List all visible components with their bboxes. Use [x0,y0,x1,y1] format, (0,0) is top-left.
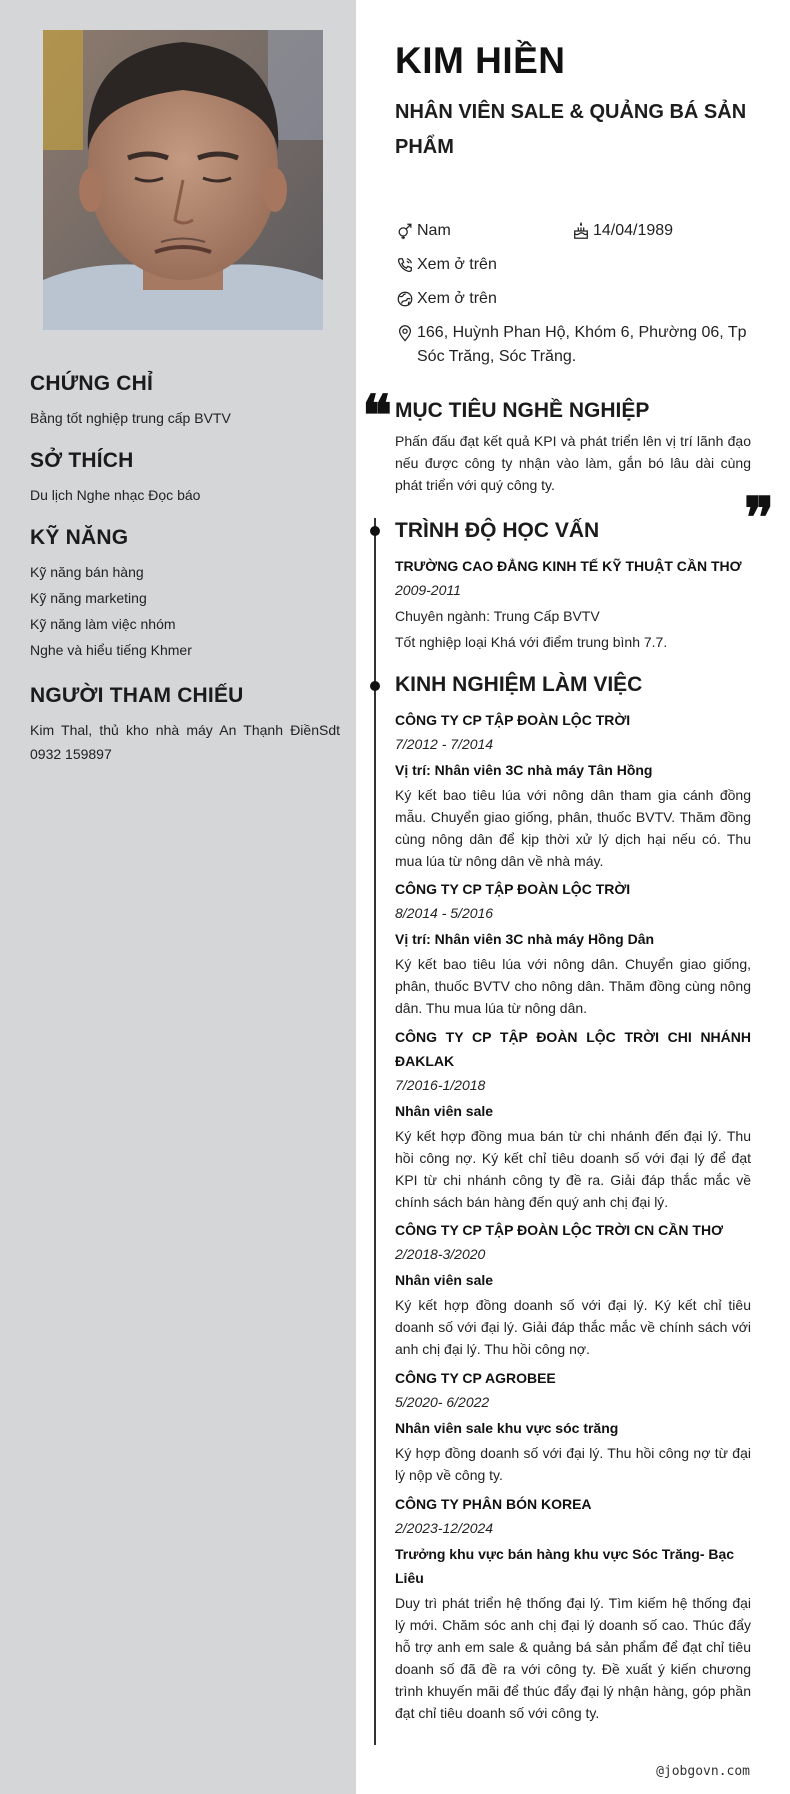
main-content [356,0,790,1794]
company-name: CÔNG TY CP TẬP ĐOÀN LỘC TRỜI CN CẦN THƠ [395,1222,724,1238]
experience-item [395,1218,751,1360]
open-quote-icon: ❝ [362,383,393,449]
certificates-section [30,372,340,430]
experience-description: Ký kết bao tiêu lúa với nông dân tham gia cánh đồng mẫu. Chuyển giao giống, phân, thuốc BVTV. Thăm đồng cùng nông dân để kịp thời xử lý dịch hại nếu có. Thu mua lúa từ nông dân về nhà máy. [395,787,751,869]
certificate-text: Bằng tốt nghiệp trung cấp BVTV [30,410,231,426]
experience-description: Duy trì phát triển hệ thống đại lý. Tìm kiếm hệ thống đại lý mới. Chăm sóc anh chị đại lý doanh số cao. Thúc đẩy hỗ trợ anh em sale & quảng bá sản phẩm để đạt chỉ tiêu doanh số đã đề ra với công ty. Đề xuất ý kiến chương trình khuyến mãi để thúc đẩy đại lý nhận hàng, góp phần đạt chỉ tiêu doanh số với công ty. [395,1595,751,1721]
company-name: CÔNG TY CP TẬP ĐOÀN LỘC TRỜI [395,712,631,728]
phone-value: Xem ở trên [417,256,497,273]
website-row [395,287,497,311]
experience-description: Ký kết bao tiêu lúa với nông dân. Chuyển giao giống, phân, thuốc BVTV cho nông dân. Thăm đồng cùng nông dân. Thu mua lúa từ nông dân. [395,956,751,1016]
education-title: TRÌNH ĐỘ HỌC VẤN [395,519,600,542]
address-value: 166, Huỳnh Phan Hộ, Khóm 6, Phường 06, Tp Sóc Trăng, Sóc Trăng. [417,324,747,365]
timeline-line [374,518,376,1745]
experience-period: 8/2014 - 5/2016 [395,905,494,921]
timeline-dot [370,681,380,691]
company-name: CÔNG TY CP AGROBEE [395,1370,556,1386]
gender-value: Nam [417,222,451,239]
experience-description: Ký kết hợp đồng doanh số với đại lý. Ký kết chỉ tiêu doanh số với đại lý. Giải đáp thắc mắc về chính sách với anh chị đại lý. Thu hồi công nợ. [395,1297,751,1357]
globe-icon [395,287,415,311]
references-title: NGƯỜI THAM CHIẾU [30,684,244,707]
experience-item [395,1025,751,1213]
experience-role: Nhân viên sale [395,1103,494,1119]
watermark: @jobgovn.com [656,1764,750,1779]
experience-period: 7/2016-1/2018 [395,1077,486,1093]
experience-item [395,708,751,872]
school-name: TRƯỜNG CAO ĐẲNG KINH TẾ KỸ THUẬT CẦN THƠ [395,558,742,574]
skill-item: Kỹ năng làm việc nhóm [30,616,176,632]
close-quote-icon: ❞ [744,485,775,551]
hobbies-section [30,449,340,507]
experience-role: Nhân viên sale khu vực sóc trăng [395,1420,619,1436]
skills-title: KỸ NĂNG [30,526,129,549]
experience-period: 2/2018-3/2020 [395,1246,486,1262]
experience-role: Vị trí: Nhân viên 3C nhà máy Hồng Dân [395,931,655,947]
education-major: Chuyên ngành: Trung Cấp BVTV [395,608,600,624]
timeline-dot [370,526,380,536]
location-pin-icon [395,321,415,345]
education-block [395,554,751,654]
reference-text: Kim Thal, thủ kho nhà máy An Thạnh ĐiềnSdt 0932 159897 [30,722,340,762]
objective-title: MỤC TIÊU NGHỀ NGHIỆP [395,399,650,422]
hobbies-text: Du lịch Nghe nhạc Đọc báo [30,487,201,503]
certificates-title: CHỨNG CHỈ [30,372,154,395]
education-result: Tốt nghiệp loại Khá với điểm trung bình 7.7. [395,634,668,650]
phone-icon [395,253,415,277]
experience-role: Vị trí: Nhân viên 3C nhà máy Tân Hồng [395,762,653,778]
references-section [30,684,340,766]
company-name: CÔNG TY CP TẬP ĐOÀN LỘC TRỜI [395,881,631,897]
hobbies-title: SỞ THÍCH [30,449,134,472]
company-name: CÔNG TY PHÂN BÓN KOREA [395,1496,592,1512]
skill-item: Kỹ năng marketing [30,590,147,606]
experience-title: KINH NGHIỆM LÀM VIỆC [395,673,643,696]
experience-description: Ký hợp đồng doanh số với đại lý. Thu hồi công nợ từ đại lý nộp về công ty. [395,1445,751,1483]
experience-period: 7/2012 - 7/2014 [395,736,494,752]
gender-icon [395,219,415,243]
skills-section [30,526,340,664]
experience-description: Ký kết hợp đồng mua bán từ chi nhánh đến đại lý. Thu hồi công nợ. Ký kết chỉ tiêu doanh số với đại lý để đạt KPI từ chi nhánh công ty đề ra. Giải đáp thắc mắc về chính sách bán hàng đến quý anh chị đại lý. [395,1128,751,1210]
skill-item: Nghe và hiểu tiếng Khmer [30,642,192,658]
skill-item: Kỹ năng bán hàng [30,564,144,580]
sidebar [0,0,356,1794]
experience-item [395,877,751,1019]
website-value: Xem ở trên [417,290,497,307]
experience-period: 2/2023-12/2024 [395,1520,494,1536]
job-title: NHÂN VIÊN SALE & QUẢNG BÁ SẢN PHẨM [395,101,747,158]
birthday-cake-icon [571,219,591,243]
company-name: CÔNG TY CP TẬP ĐOÀN LỘC TRỜI CHI NHÁNH ĐAKLAK [395,1029,751,1069]
experience-role: Nhân viên sale [395,1272,494,1288]
gender-row [395,219,451,243]
education-period: 2009-2011 [395,582,461,598]
birthday-row [571,219,673,243]
experience-item [395,1492,751,1724]
experience-item [395,1366,751,1486]
profile-photo [43,30,323,330]
phone-row [395,253,497,277]
birthday-value: 14/04/1989 [593,222,674,239]
candidate-name: KIM HIỀN [395,40,566,81]
objective-text: Phấn đấu đạt kết quả KPI và phát triển lên vị trí lãnh đạo nếu được công ty nhận vào làm, gắn bó lâu dài cùng phát triển với quý công ty. [395,433,751,493]
address-row [395,321,753,369]
experience-role: Trưởng khu vực bán hàng khu vực Sóc Trăng- Bạc Liêu [395,1546,735,1586]
experience-period: 5/2020- 6/2022 [395,1394,490,1410]
